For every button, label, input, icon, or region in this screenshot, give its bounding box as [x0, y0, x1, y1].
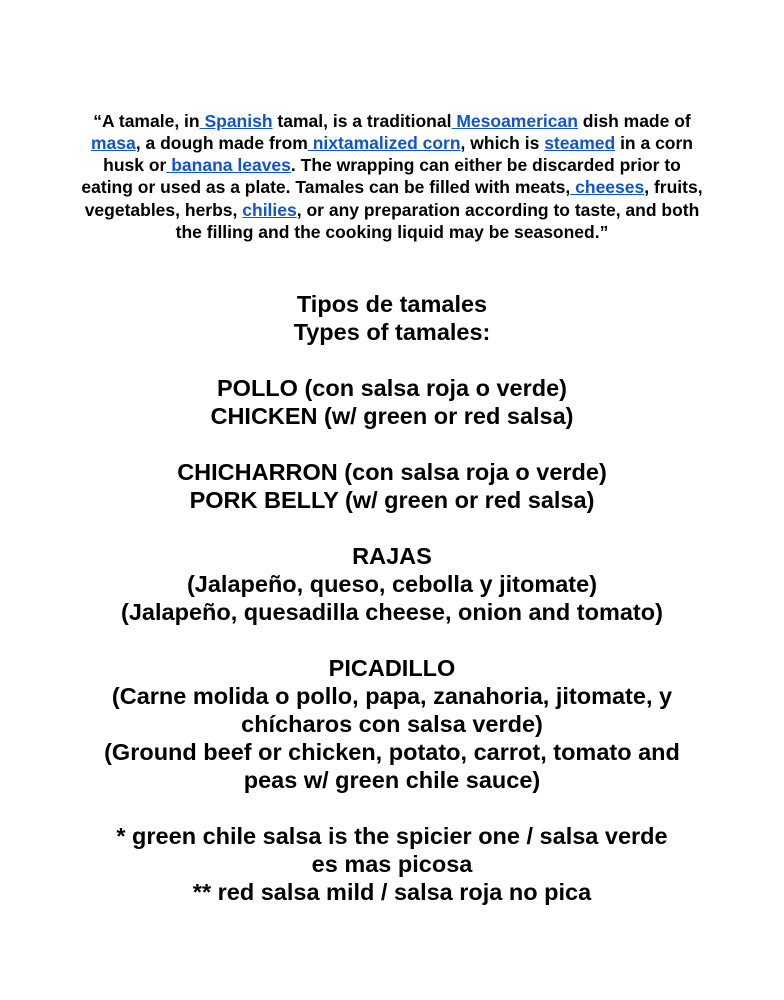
- tamale-pollo-spanish: POLLO (con salsa roja o verde): [217, 375, 567, 401]
- link-spanish[interactable]: Spanish: [199, 110, 273, 131]
- tamale-picadillo-desc-english: peas w/ green chile sauce): [243, 767, 541, 793]
- tamale-pork-belly-english: PORK BELLY (w/ green or red salsa): [189, 487, 595, 513]
- quote-text: dish made of: [577, 110, 691, 131]
- spacer: [20, 430, 764, 458]
- tamale-picadillo-desc-spanish: chícharos con salsa verde): [241, 711, 543, 737]
- tamale-rajas-name: RAJAS: [352, 543, 432, 569]
- tamale-rajas-desc-spanish: (Jalapeño, queso, cebolla y jitomate): [186, 571, 598, 597]
- quote-text: , or any preparation according to taste, and both the filling and the cooking liquid may be seasoned.”: [175, 199, 700, 242]
- tamale-types-menu: [20, 290, 764, 906]
- menu-heading-spanish: Tipos de tamales: [296, 291, 488, 317]
- menu-heading-english: Types of tamales:: [293, 319, 491, 345]
- tamale-picadillo-name: PICADILLO: [328, 655, 456, 681]
- quote-text: . The wrapping can either be discarded prior to eating or used as a plate. Tamales can be filled with meats,: [81, 155, 681, 198]
- quote-text: tamal, is a traditional: [272, 110, 452, 131]
- spacer: [20, 794, 764, 822]
- quote-text: , which is: [460, 132, 545, 153]
- spacer: [20, 346, 764, 374]
- link-chilies[interactable]: chilies: [242, 199, 297, 220]
- salsa-note-red: ** red salsa mild / salsa roja no pica: [192, 879, 592, 905]
- spacer: [20, 626, 764, 654]
- link-nixtamalized-corn[interactable]: nixtamalized corn: [307, 132, 461, 153]
- tamale-picadillo-desc-spanish: (Carne molida o pollo, papa, zanahoria, jitomate, y: [111, 683, 673, 709]
- link-cheeses[interactable]: cheeses: [570, 177, 645, 198]
- tamale-rajas-desc-english: (Jalapeño, quesadilla cheese, onion and tomato): [121, 599, 663, 625]
- tamale-definition-quote: [80, 110, 704, 244]
- tamale-picadillo-desc-english: (Ground beef or chicken, potato, carrot, tomato and: [104, 739, 680, 765]
- tamale-chicken-english: CHICKEN (w/ green or red salsa): [210, 403, 574, 429]
- tamale-chicharron-spanish: CHICHARRON (con salsa roja o verde): [177, 459, 607, 485]
- quote-text: in a corn husk or: [103, 132, 693, 176]
- salsa-note-green: es mas picosa: [311, 851, 473, 877]
- link-masa[interactable]: masa: [90, 132, 136, 153]
- quote-text: , a dough made from: [135, 132, 308, 153]
- link-banana-leaves[interactable]: banana leaves: [166, 155, 291, 176]
- spacer: [20, 514, 764, 542]
- quote-text: , fruits, vegetables, herbs,: [84, 177, 703, 220]
- link-mesoamerican[interactable]: Mesoamerican: [451, 110, 578, 131]
- salsa-note-green: * green chile salsa is the spicier one / salsa verde: [116, 823, 668, 849]
- link-steamed[interactable]: steamed: [544, 132, 616, 153]
- quote-text: “A tamale, in: [93, 110, 200, 131]
